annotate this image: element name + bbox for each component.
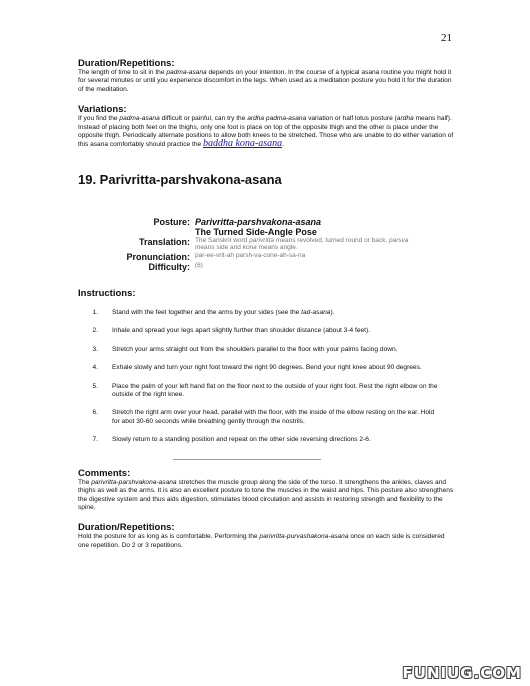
posture-row <box>78 217 454 227</box>
step-number: 6. <box>92 409 98 417</box>
comments-section <box>78 468 454 513</box>
pose-title: 19. Parivritta-parshvakona-asana <box>78 171 282 187</box>
duration-text: The length of time to sit in the padma-asana depends on your intention. In the course of a typical asana routine you might hold it for several minutes or until you experience discomfort in the legs. When used as a meditation posture you hold it for the duration of the meditation. <box>78 69 452 93</box>
pronunciation-label: Pronunciation: <box>126 252 190 263</box>
step-text: Slowly return to a standing position and repeat on the other side reversing directions 2-6. <box>112 436 371 444</box>
step-number: 4. <box>92 364 98 372</box>
difficulty-label: Difficulty: <box>148 262 190 273</box>
site-watermark: FUNIUG.COM <box>402 664 522 682</box>
step-text: Exhale slowly and turn your right foot toward the right 90 degrees. Bend your right knee about 90 degrees. <box>112 364 422 372</box>
pose-info <box>78 217 454 272</box>
step-item <box>78 309 454 317</box>
difficulty-row <box>78 262 454 272</box>
variations-text: If you find the padma-asana difficult or painful, can try the ardha padma-asana variation or half lotus posture (ardha means half). Instead of placing both feet on the thighs, only one foot is place on top of the opposite thigh and the other is place under the opposite thigh. Periodically alternate positions to allow both knees to be stretched. Those who are unable to do either variation of this asana comfortably should practice the baddha kona-asana. <box>78 115 454 150</box>
posture-sanskrit: Parivritta-parshvakona-asana <box>195 216 322 227</box>
step-number: 1. <box>92 309 98 317</box>
duration-heading-2: Duration/Repetitions: <box>78 522 175 534</box>
duration-section <box>78 58 454 94</box>
duration-text-2: Hold the posture for as long as is comfortable. Performing the parivritta-purvashakona-asana once on each side is considered one repetition. Do 2 or 3 repetitions. <box>78 533 445 549</box>
section-divider <box>173 459 321 460</box>
posture-english: The Turned Side-Angle Pose <box>195 226 317 237</box>
step-text: Stand with the feet together and the arms by your sides (see the tad-asana). <box>112 309 335 317</box>
instructions-heading: Instructions: <box>78 288 136 300</box>
pronunciation-row <box>78 252 454 262</box>
translation-row <box>78 237 454 252</box>
step-item <box>78 346 454 354</box>
duration-heading: Duration/Repetitions: <box>78 58 175 69</box>
difficulty-value: (6) <box>195 262 203 270</box>
step-item <box>78 436 454 444</box>
instructions-list <box>78 309 454 445</box>
step-number: 7. <box>92 436 98 444</box>
pronunciation-text: par-ee-vrit-ah parsh-va-cone-ah-sa-na <box>195 252 306 260</box>
comments-text: The parivritta-parshvakona-asana stretches the muscle group along the side of the torso. It strengthens the ankles, claves and thighs as well as the arms. It is also an excellent posture to tone the muscles in the waist and hips. This posture also strengthens the digestive system and thus aids digestion, stimulates blood circulation and assists in restoring strength and flexibility to the spine. <box>78 478 454 511</box>
translation-text: The Sanskrit word parivritta means revolved, turned round or back, parsva means side and kona means angle. <box>195 236 409 252</box>
step-item <box>78 409 454 426</box>
step-text: Inhale and spread your legs apart slightly further than shoulder distance (about 3-4 feet). <box>112 327 371 335</box>
posture-english-row <box>78 227 454 237</box>
translation-label: Translation: <box>138 236 190 247</box>
comments-heading: Comments: <box>78 467 131 479</box>
step-number: 5. <box>92 382 98 390</box>
step-text: Stretch your arms straight out from the shoulders parallel to the floor with your palms facing down. <box>112 345 398 353</box>
step-item <box>78 364 454 372</box>
step-item <box>78 327 454 335</box>
step-item <box>78 383 454 400</box>
page-number: 21 <box>441 32 452 44</box>
baddha-kona-asana-link[interactable]: baddha kona-asana <box>202 138 283 150</box>
page-content <box>78 58 454 560</box>
step-number: 3. <box>92 345 98 353</box>
step-text: Place the palm of your left hand flat on the floor next to the outside of your right foot. Rest the right elbow on the outside of the right knee. <box>112 382 438 399</box>
posture-label: Posture: <box>153 216 190 227</box>
variations-heading: Variations: <box>78 104 127 116</box>
step-text: Stretch the right arm over your head, parallel with the floor, with the inside of the elbow resting on the ear. Hold for abot 30-60 seconds while breathing gently through the nostrils. <box>112 409 435 425</box>
step-number: 2. <box>92 327 98 335</box>
variations-section <box>78 104 454 150</box>
duration-section-2 <box>78 522 454 550</box>
